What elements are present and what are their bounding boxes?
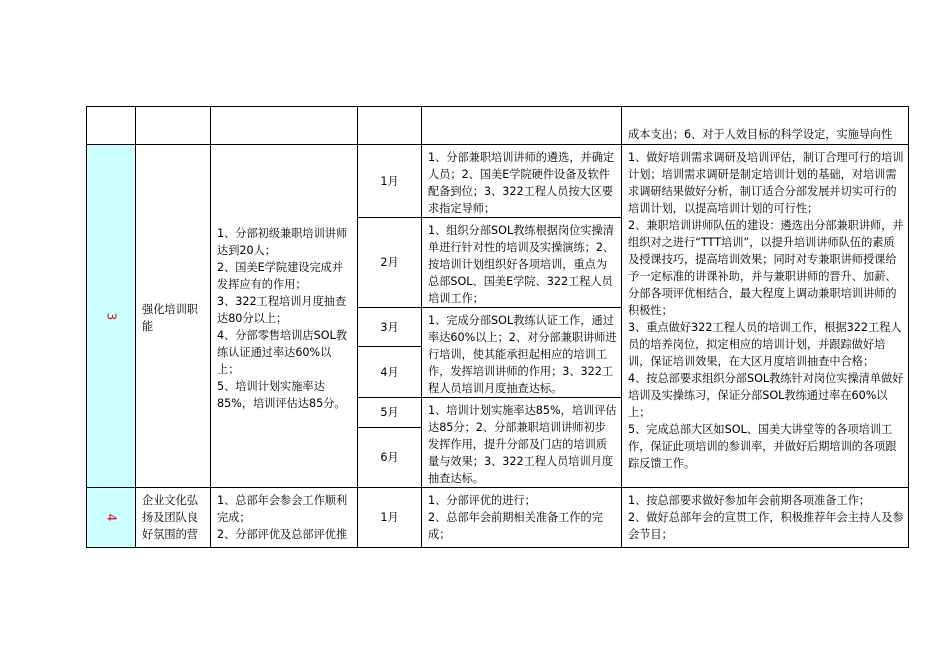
measure-text: 成本支出；6、对于人效目标的科学设定，实施导向性 [628,128,893,141]
month-cell: 2月 [358,218,422,308]
detail-line: 1、分部评优的进行； [428,494,536,507]
measure-line: 2、做好总部年会的宣贯工作，积极推荐年会主持人及参会节目； [628,511,904,541]
measure-line: 1、按总部要求做好参加年会前期各项准备工作； [628,494,871,507]
month-cell: 4月 [358,347,422,398]
work-plan-table [86,106,909,548]
measure-cell [622,488,909,548]
table-cell [622,107,909,145]
target-line: 1、总部年会参会工作顺利完成； [217,494,348,524]
table-cell [422,107,622,145]
table-row [87,488,909,548]
table-row [87,145,909,218]
month-cell: 5月 [358,398,422,428]
detail-cell [422,488,622,548]
measure-line: 4、按总部要求组织分部SOL教练针对岗位实操清单做好培训及实操练习，保证分部SOL教练通过率在60%以上； [628,372,904,419]
target-line: 2、分部评优及总部评优推 [217,528,348,541]
detail-line: 2、总部年会前期相关准备工作的完成； [428,511,603,541]
target-line: 3、322工程培训月度抽查达80分以上； [217,294,347,325]
measure-line: 3、重点做好322工程人员的培训工作，根据322工程人员的培养岗位，拟定相应的培训计划，并跟踪做好培训，保证培训效果，在大区月度培训抽查中合格； [628,321,902,368]
target-line: 4、分部零售培训店SOL教练认证通过率达60%以上； [217,328,347,376]
item-targets [211,488,358,548]
table-cell [358,107,422,145]
item-title: 企业文化弘扬及团队良好氛围的营 [136,488,211,548]
measure-line: 2、兼职培训讲师队伍的建设：遴选出分部兼职讲师，并组织对之进行“TTT培训”，以提升培训讲师队伍的素质及授课技巧，提高培训效果；同时对专兼职讲师授课给予一定标准的讲课补助，并与兼职讲师的晋升、加薪、分部各项评优相结合，最大程度上调动兼职培训讲师的积极性； [628,219,904,317]
table-row [87,107,909,145]
month-cell: 3月 [358,308,422,347]
measure-cell [622,145,909,488]
target-line: 1、分部初级兼职培训讲师达到20人； [217,226,348,257]
table-cell [87,107,136,145]
measure-line: 1、做好培训需求调研及培训评估，制订合理可行的培训计划；培训需求调研是制定培训计划的基础，对培训需求调研结果做好分析，制订适合分部发展并切实可行的培训计划，以提高培训计划的可行性； [628,151,904,215]
table-cell [136,107,211,145]
measure-line: 5、完成总部大区如SOL、国美大讲堂等的各项培训工作，保证此项培训的参训率，并做好后期培训的各项跟踪反馈工作。 [628,423,897,470]
item-number: 4 [87,488,136,548]
item-number: 3 [87,145,136,488]
table-cell [211,107,358,145]
target-line: 5、培训计划实施率达85%，培训评估达85分。 [217,379,346,410]
item-targets [211,145,358,488]
month-cell: 1月 [358,145,422,218]
month-cell: 1月 [358,488,422,548]
item-title: 强化培训职能 [136,145,211,488]
detail-cell: 1、完成分部SOL教练认证工作，通过率达60%以上；2、对分部兼职讲师进行培训，使其能承担起相应的培训工作，发挥培训讲师的作用；3、322工程人员培训月度抽查达标。 [422,308,622,398]
detail-cell: 1、分部兼职培训讲师的遴选，并确定人员；2、国美E学院硬件设备及软件配备到位；3、322工程人员按大区要求指定导师； [422,145,622,218]
detail-cell: 1、组织分部SOL教练根据岗位实操清单进行针对性的培训及实操演练；2、按培训计划组织好各项培训，重点为总部SOL、国美E学院、322工程人员培训工作； [422,218,622,308]
detail-cell: 1、培训计划实施率达85%，培训评估达85分；2、分部兼职培训讲师初步发挥作用，提升分部及门店的培训质量与效果；3、322工程人员培训月度抽查达标。 [422,398,622,488]
target-line: 2、国美E学院建设完成并发挥应有的作用； [217,260,344,291]
month-cell: 6月 [358,428,422,488]
